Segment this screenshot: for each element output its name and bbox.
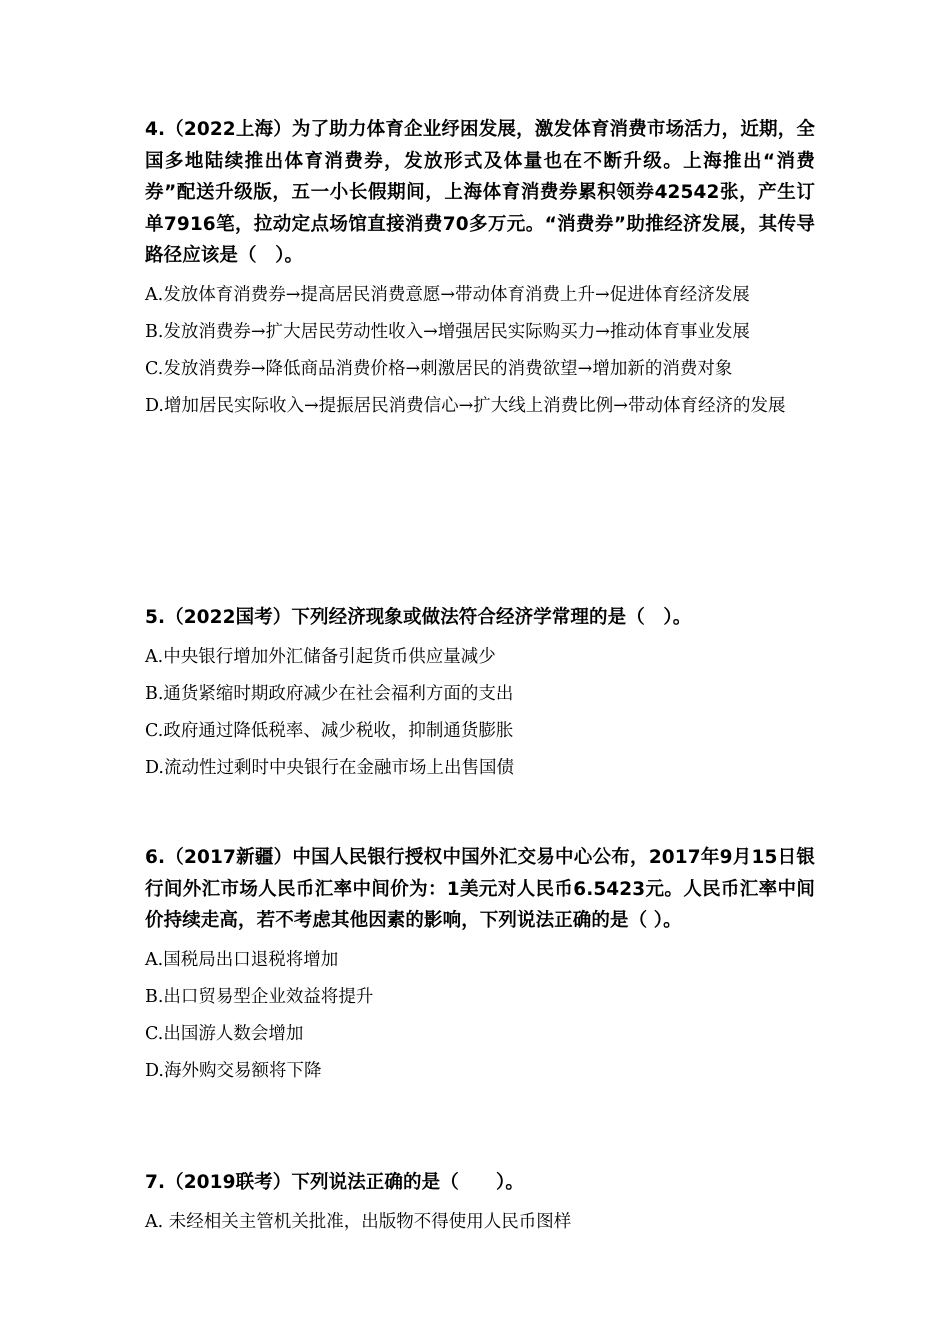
option-list — [145, 1204, 815, 1241]
option-c: C.发放消费券→降低商品消费价格→刺激居民的消费欲望→增加新的消费对象 — [145, 358, 733, 379]
option-a: A. 未经相关主管机关批准，出版物不得使用人民币图样 — [145, 1211, 572, 1232]
option-list — [145, 639, 815, 787]
question-5 — [145, 602, 815, 842]
question-stem: 7.（2019联考）下列说法正确的是（ ）。 — [145, 1172, 524, 1193]
option-b: B.出口贸易型企业效益将提升 — [145, 986, 374, 1007]
option-b: B.通货紧缩时期政府减少在社会福利方面的支出 — [145, 683, 514, 704]
option-c: C.政府通过降低税率、减少税收，抑制通货膨胀 — [145, 720, 514, 741]
option-a: A.国税局出口退税将增加 — [145, 949, 339, 970]
question-stem: 4.（2022上海）为了助力体育企业纾困发展，激发体育消费市场活力，近期，全国多地陆续推出体育消费券，发放形式及体量也在不断升级。上海推出“消费券”配送升级版，五一小长假期间，上海体育消费券累积领券42542张，产生订单7916笔，拉动定点场馆直接消费70多万元。“消费券”助推经济发展，其传导路径应该是（ ）。 — [145, 119, 815, 266]
document-page — [145, 114, 815, 1241]
option-c: C.出国游人数会增加 — [145, 1023, 304, 1044]
question-stem: 6.（2017新疆）中国人民银行授权中国外汇交易中心公布，2017年9月15日银行间外汇市场人民币汇率中间价为：1美元对人民币6.5423元。人民币汇率中间价持续走高，若不考虑其他因素的影响，下列说法正确的是（ ）。 — [145, 847, 815, 931]
option-list — [145, 277, 815, 425]
question-4 — [145, 114, 815, 602]
question-stem: 5.（2022国考）下列经济现象或做法符合经济学常理的是（ ）。 — [145, 607, 692, 628]
question-6 — [145, 842, 815, 1167]
option-a: A.发放体育消费券→提高居民消费意愿→带动体育消费上升→促进体育经济发展 — [145, 284, 750, 305]
option-list — [145, 942, 815, 1090]
option-d: D.流动性过剩时中央银行在金融市场上出售国债 — [145, 757, 514, 778]
option-d: D.海外购交易额将下降 — [145, 1060, 322, 1081]
option-b: B.发放消费券→扩大居民劳动性收入→增强居民实际购买力→推动体育事业发展 — [145, 321, 750, 342]
option-d: D.增加居民实际收入→提振居民消费信心→扩大线上消费比例→带动体育经济的发展 — [145, 395, 786, 416]
question-7 — [145, 1167, 815, 1241]
option-a: A.中央银行增加外汇储备引起货币供应量减少 — [145, 646, 496, 667]
